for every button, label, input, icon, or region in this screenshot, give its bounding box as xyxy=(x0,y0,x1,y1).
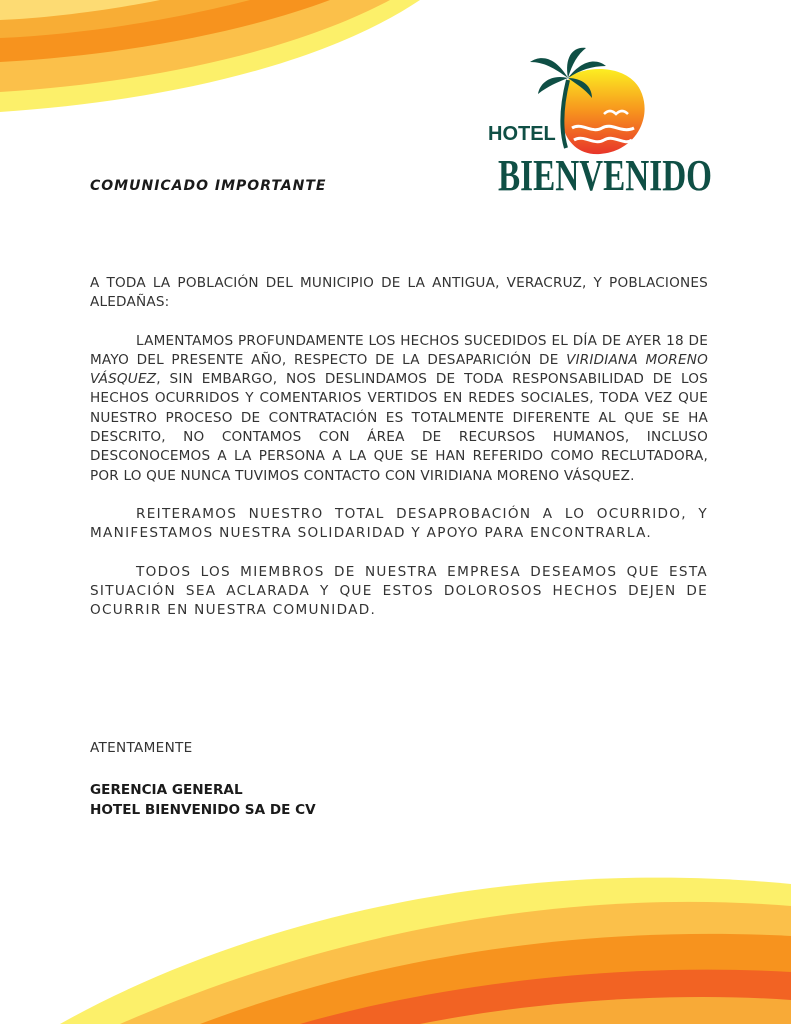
page-title: COMUNICADO IMPORTANTE xyxy=(90,178,327,194)
paragraph-2: REITERAMOS NUESTRO TOTAL DESAPROBACIÓN A LO OCURRIDO, Y MANIFESTAMOS NUESTRA SOLIDARIDAD Y APOYO PARA ENCONTRARLA. xyxy=(90,505,708,542)
signature-line-2: HOTEL BIENVENIDO SA DE CV xyxy=(90,802,316,818)
signature-block xyxy=(90,780,316,820)
letter-body xyxy=(90,274,708,639)
paragraph-1 xyxy=(90,332,708,486)
logo-bienvenido-text: BIENVENIDO xyxy=(498,151,712,200)
hotel-logo xyxy=(482,44,722,200)
closing-salutation: ATENTAMENTE xyxy=(90,740,193,756)
paragraph-1-part1: LAMENTAMOS PROFUNDAMENTE LOS HECHOS SUCEDIDOS EL DÍA DE AYER 18 DE MAYO DEL PRESENTE AÑO, RESPECTO DE LA DESAPARICIÓN DE xyxy=(90,332,708,368)
missing-person-name: VIRIDIANA MORENO VÁSQUEZ xyxy=(90,351,709,388)
logo-hotel-text: HOTEL xyxy=(488,123,556,145)
paragraph-3: TODOS LOS MIEMBROS DE NUESTRA EMPRESA DESEAMOS QUE ESTA SITUACIÓN SEA ACLARADA Y QUE ESTOS DOLOROSOS HECHOS DEJEN DE OCURRIR EN NUESTRA COMUNIDAD. xyxy=(90,563,708,619)
signature-line-1: GERENCIA GENERAL xyxy=(90,782,243,798)
paragraph-1-part2: , SIN EMBARGO, NOS DESLINDAMOS DE TODA RESPONSABILIDAD DE LOS HECHOS OCURRIDOS Y COMENTARIOS VERTIDOS EN REDES SOCIALES, TODA VEZ QUE NUESTRO PROCESO DE CONTRATACIÓN ES TOTALMENTE DIFERENTE AL QUE SE HA DESCRITO, NO CONTAMOS CON ÁREA DE RECURSOS HUMANOS, INCLUSO DESCONOCEMOS A LA PERSONA A LA QUE SE HAN REFERIDO COMO RECLUTADORA, POR LO QUE NUNCA TUVIMOS CONTACTO CON VIRIDIANA MORENO VÁSQUEZ. xyxy=(90,371,708,484)
address-line: A TODA LA POBLACIÓN DEL MUNICIPIO DE LA ANTIGUA, VERACRUZ, Y POBLACIONES ALEDAÑAS: xyxy=(90,275,708,311)
bottom-wave-decoration xyxy=(0,844,791,1024)
